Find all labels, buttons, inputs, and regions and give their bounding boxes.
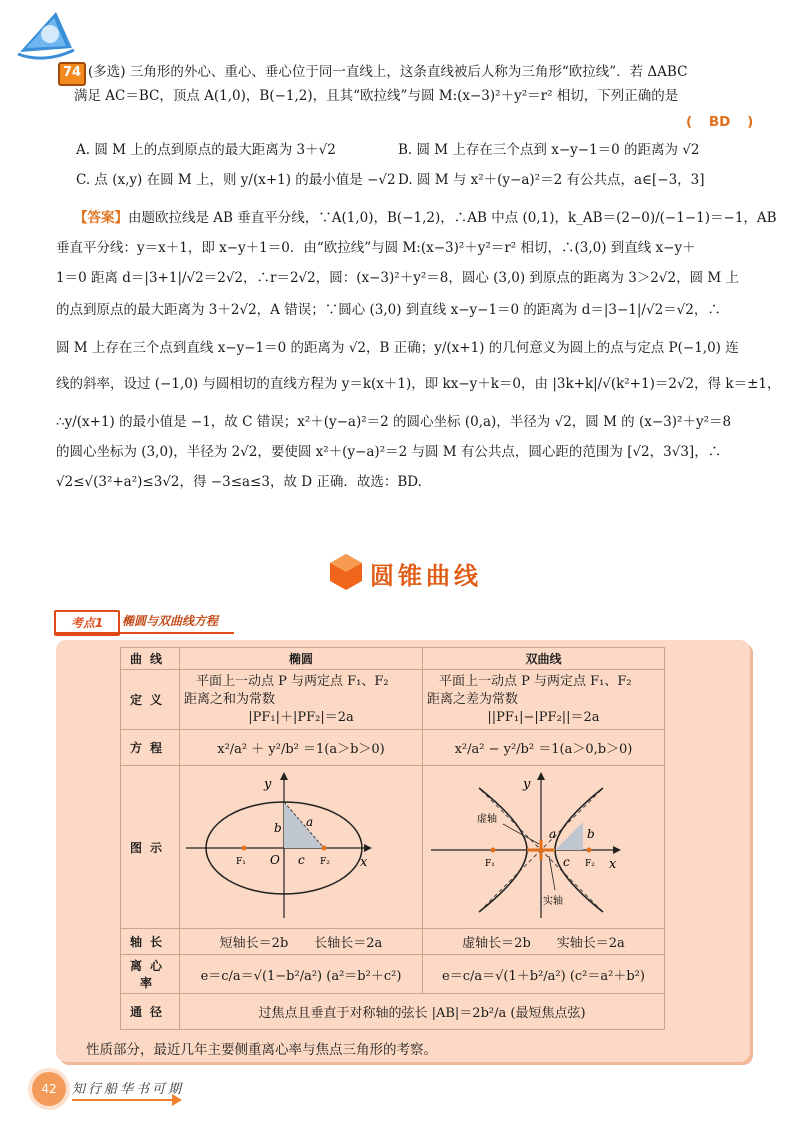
def-hyper-3: ||PF₁|−|PF₂||＝2a <box>487 709 600 725</box>
definition-hyperbola <box>422 670 664 730</box>
hyper-f1-label: F₁ <box>484 859 495 869</box>
ellipse-y-label: y <box>264 777 272 792</box>
ellipse-a-label: a <box>306 815 314 829</box>
equation-hyperbola: x²/a² − y²/b² ＝1(a＞0,b＞0) <box>422 730 664 766</box>
footer-slogan: 知行船华书可期 <box>72 1082 185 1097</box>
comparison-table <box>120 647 665 1030</box>
hyper-real-axis-label: 实轴 <box>542 896 563 907</box>
question-number: 74 <box>58 62 86 86</box>
hyper-f2-point <box>586 848 591 853</box>
ellipse-diagram <box>180 766 416 924</box>
def-hyper-2: 距离之差为常数 <box>426 691 518 707</box>
answer-value: BD <box>708 114 731 130</box>
ellipse-diagram-cell <box>180 766 423 929</box>
solution-line-6: 线的斜率，设过 (−1,0) 与圆相切的直线方程为 y＝k(x＋1)，即 kx−y＋k＝0，由 |3k+k|/√(k²+1)＝2√2，得 k＝±1， <box>56 376 781 392</box>
header-ellipse: 椭圆 <box>180 648 423 670</box>
row-axis-label: 轴长 <box>121 929 180 955</box>
row-definition-label: 定义 <box>121 670 180 730</box>
ellipse-f2-label: F₂ <box>320 857 330 867</box>
solution-line-3: 1＝0 距离 d＝|3+1|/√2＝2√2，∴r＝2√2，圆：(x−3)²＋y²＝8，圆心 (3,0) 到原点的距离为 3＞2√2，圆 M 上 <box>56 270 739 286</box>
answer-paren-right: ) <box>747 114 754 130</box>
axis-ellipse: 短轴长＝2b 长轴长＝2a <box>180 929 423 955</box>
ellipse-y-arrow-icon <box>280 772 288 780</box>
hyperbola-diagram-cell <box>422 766 664 929</box>
option-b: B. 圆 M 上存在三个点到 x−y−1＝0 的距离为 √2 <box>398 142 700 158</box>
ellipse-x-arrow-icon <box>364 844 372 852</box>
table-note: 性质部分，最近几年主要侧重离心率与焦点三角形的考察。 <box>86 1042 437 1058</box>
question-stem-line2: 满足 AC＝BC，顶点 A(1,0)，B(−1,2)，且其“欧拉线”与圆 M:(x−3)²＋y²＝r² 相切，下列正确的是 <box>74 88 679 104</box>
header-hyperbola: 双曲线 <box>422 648 664 670</box>
solution-line-4: 的点到原点的最大距离为 3＋2√2，A 错误；∵圆心 (3,0) 到直线 x−y−1＝0 的距离为 d＝|3−1|/√2＝√2，∴ <box>56 302 721 318</box>
answer-paren-left: ( <box>686 114 693 130</box>
row-diagram-label: 图示 <box>121 766 180 929</box>
eccentricity-hyperbola: e＝c/a＝√(1＋b²/a²) (c²＝a²＋b²) <box>422 955 664 994</box>
hyper-imag-axis-label: 虚轴 <box>476 814 497 825</box>
solution-line-5: 圆 M 上存在三个点到直线 x−y−1＝0 的距离为 √2，B 正确；y/(x+1) 的几何意义为圆上的点与定点 P(−1,0) 连 <box>56 340 739 356</box>
row-latus-label: 通径 <box>121 994 180 1030</box>
hyperbola-diagram <box>423 766 658 924</box>
hyper-a-label: a <box>548 827 557 841</box>
section-title-text: 圆锥曲线 <box>370 562 482 590</box>
ellipse-c-label: c <box>298 853 305 867</box>
ellipse-o-label: O <box>270 853 280 867</box>
hyper-c-label: c <box>562 855 570 869</box>
hyper-b-label: b <box>586 827 595 841</box>
latus-rectum: 过焦点且垂直于对称轴的弦长 |AB|＝2b²/a (最短焦点弦) <box>180 994 665 1030</box>
publisher-logo <box>14 8 78 64</box>
hyper-x-arrow-icon <box>613 846 621 854</box>
def-ellipse-2: 距离之和为常数 <box>184 691 276 707</box>
def-ellipse-1: 平面上一动点 P 与两定点 F₁、F₂ <box>196 673 389 689</box>
row-equation-label: 方程 <box>121 730 180 766</box>
ellipse-f2-point <box>322 846 327 851</box>
page-number: 42 <box>32 1072 66 1106</box>
topic-underline <box>54 632 234 634</box>
solution-line-1 <box>74 208 777 228</box>
solution-text-1: 由题欧拉线是 AB 垂直平分线，∵A(1,0)，B(−1,2)，∴AB 中点 (0,1)，k_AB＝(2−0)/(−1−1)＝−1，AB <box>128 210 777 226</box>
section-title <box>326 548 496 594</box>
ellipse-b-label: b <box>274 821 282 835</box>
footer-arrow-icon <box>172 1094 182 1106</box>
hyper-y-label: y <box>522 777 531 792</box>
option-c: C. 点 (x,y) 在圆 M 上，则 y/(x+1) 的最小值是 −√2 <box>76 172 396 188</box>
ellipse-f1-label: F₁ <box>236 857 246 867</box>
footer-underline <box>72 1099 176 1101</box>
option-a: A. 圆 M 上的点到原点的最大距离为 3＋√2 <box>76 142 336 158</box>
def-ellipse-3: |PF₁|＋|PF₂|＝2a <box>248 709 354 725</box>
def-hyper-1: 平面上一动点 P 与两定点 F₁、F₂ <box>438 673 632 689</box>
hyper-imag-pointer <box>503 824 539 844</box>
hyper-f2-label: F₂ <box>584 859 595 869</box>
hyper-x-label: x <box>608 857 617 872</box>
solution-label: 【答案】 <box>74 210 128 226</box>
answer-bracket <box>686 112 753 132</box>
axis-hyperbola: 虚轴长＝2b 实轴长＝2a <box>422 929 664 955</box>
row-eccentricity-label: 离心率 <box>121 955 180 994</box>
header-curve: 曲线 <box>121 648 180 670</box>
definition-ellipse <box>180 670 423 730</box>
hyper-y-arrow-icon <box>537 772 545 780</box>
solution-line-2: 垂直平分线：y＝x＋1，即 x−y＋1＝0．由“欧拉线”与圆 M:(x−3)²＋y²＝r² 相切，∴(3,0) 到直线 x−y＋ <box>56 240 696 256</box>
solution-line-8: 的圆心坐标为 (3,0)，半径为 2√2，要使圆 x²＋(y−a)²＝2 与圆 M 有公共点，圆心距的范围为 [√2，3√3]，∴ <box>56 444 722 460</box>
ellipse-x-label: x <box>360 855 368 870</box>
topic-title: 椭圆与双曲线方程 <box>122 614 219 628</box>
question-stem-line1: (多选) 三角形的外心、重心、垂心位于同一直线上，这条直线被后人称为三角形“欧拉线”．若 ΔABC <box>88 64 688 80</box>
eccentricity-ellipse: e＝c/a＝√(1−b²/a²) (a²＝b²＋c²) <box>180 955 423 994</box>
equation-ellipse: x²/a² ＋ y²/b² ＝1(a＞b＞0) <box>180 730 423 766</box>
option-d: D. 圆 M 与 x²＋(y−a)²＝2 有公共点，a∈[−3，3] <box>398 172 705 188</box>
solution-line-7: ∴y/(x+1) 的最小值是 −1，故 C 错误；x²＋(y−a)²＝2 的圆心坐标 (0,a)，半径为 √2，圆 M 的 (x−3)²＋y²＝8 <box>56 414 732 430</box>
solution-line-9: √2≤√(3²+a²)≤3√2，得 −3≤a≤3，故 D 正确．故选：BD. <box>56 474 422 490</box>
section-hexagon-icon <box>326 552 366 592</box>
hyper-f1-point <box>490 848 495 853</box>
ellipse-f1-point <box>242 846 247 851</box>
topic-tag: 考点1 <box>54 610 120 636</box>
